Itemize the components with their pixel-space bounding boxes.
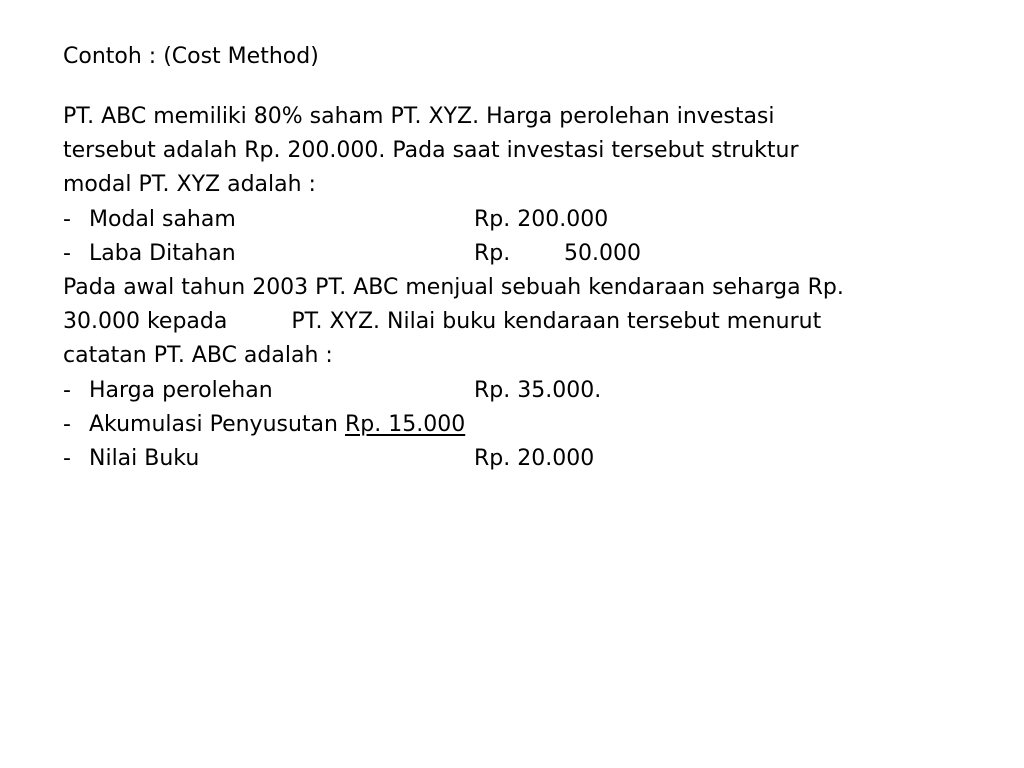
- item-value-amount: 50.000: [564, 240, 641, 266]
- vehicle-item-nilai-buku: [63, 442, 963, 476]
- list-dash: -: [63, 411, 71, 437]
- item-label: Laba Ditahan: [89, 240, 236, 266]
- item-value: Rp. 20.000: [474, 445, 595, 471]
- capital-item-modal-saham: [63, 203, 963, 237]
- item-value-prefix: Rp.: [474, 240, 511, 266]
- paragraph-2-line-3: catatan PT. ABC adalah :: [63, 343, 333, 369]
- slide-body: [63, 100, 963, 476]
- vehicle-item-harga-perolehan: [63, 374, 963, 408]
- paragraph-1-line-2: tersebut adalah Rp. 200.000. Pada saat investasi tersebut struktur: [63, 138, 799, 164]
- item-label: Akumulasi Penyusutan: [89, 411, 338, 437]
- paragraph-2-line-2: [63, 305, 963, 339]
- item-label: Nilai Buku: [89, 445, 200, 471]
- paragraph-2-line-2-part-1: 30.000 kepada: [63, 309, 228, 335]
- item-label: Modal saham: [89, 206, 236, 232]
- list-dash: -: [63, 206, 71, 232]
- item-label: Harga perolehan: [89, 377, 273, 403]
- paragraph-2-line-2-part-2: PT. XYZ. Nilai buku kendaraan tersebut menurut: [291, 309, 822, 335]
- slide-title: Contoh : (Cost Method): [63, 44, 319, 69]
- item-label-with-inline-value: [89, 408, 465, 442]
- vehicle-item-akumulasi-penyusutan: [63, 408, 963, 442]
- list-dash: -: [63, 240, 71, 266]
- list-dash: -: [63, 445, 71, 471]
- paragraph-1-line-3: modal PT. XYZ adalah :: [63, 172, 316, 198]
- item-value: Rp. 35.000.: [474, 377, 602, 403]
- capital-item-laba-ditahan: [63, 237, 963, 271]
- item-value: Rp. 200.000: [474, 206, 609, 232]
- list-dash: -: [63, 377, 71, 403]
- paragraph-1-line-1: PT. ABC memiliki 80% saham PT. XYZ. Harga perolehan investasi: [63, 104, 775, 129]
- item-value-underlined: Rp. 15.000: [344, 411, 466, 437]
- paragraph-2-line-1: Pada awal tahun 2003 PT. ABC menjual sebuah kendaraan seharga Rp.: [63, 274, 844, 300]
